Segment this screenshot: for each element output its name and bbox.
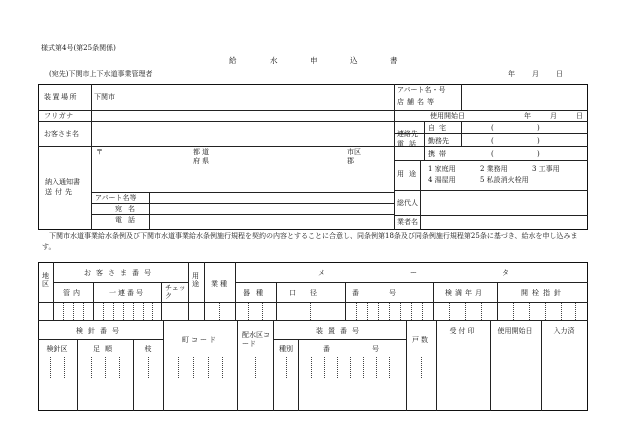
start-month: 月 [550, 112, 557, 120]
paren-close: ) [537, 137, 540, 145]
representative-label: 総代人 [397, 199, 418, 207]
meter-char: タ [502, 269, 509, 277]
prefecture-top: 都道 [193, 148, 211, 156]
households-label: 戸数 [412, 336, 430, 344]
phone-label: 電話 [115, 216, 141, 224]
customer-name-field[interactable] [100, 128, 380, 140]
office-use-form [38, 262, 588, 411]
contact-phone-label: 電話 [397, 140, 421, 148]
business-name-label: 業者名 [397, 218, 418, 226]
paren-close: ) [537, 124, 540, 132]
agreement-text: 下関市水道事業給水条例及び下関市水道事業給水条例施行規程を契約の内容とすることに合意し、同条例第18条及び同条例施行規程第25条に基づき、給水を申し込みます。 [42, 232, 578, 251]
store-name-label: 店舗名等 [397, 98, 437, 106]
branch-label: 枝 [144, 345, 152, 353]
header-month: 月 [532, 70, 539, 78]
reading-district-label: 検針区 [46, 345, 68, 353]
home-label: 自宅 [428, 124, 450, 132]
receipt-stamp-label: 受付印 [449, 327, 477, 335]
furigana-field[interactable] [100, 112, 380, 121]
entry-done-label: 入力済 [553, 327, 575, 335]
city-bottom: 郡 [347, 157, 354, 165]
customer-name-label: お客さま名 [44, 130, 79, 138]
title-char: 申 [310, 56, 318, 65]
inspection-expiry-label: 検満年月 [445, 289, 485, 297]
title-char: 書 [390, 56, 398, 65]
apartment-name-field[interactable] [466, 93, 584, 107]
device-go-label: 号 [372, 345, 379, 353]
usage-option[interactable]: 3 工事用 [532, 165, 560, 173]
kind-label: 種別 [279, 345, 293, 353]
usage-option[interactable]: 5 私設消火栓用 [480, 176, 529, 184]
paren-close: ) [537, 150, 540, 158]
industry-label: 業種 [211, 280, 229, 288]
title-char: 給 [229, 56, 237, 65]
work-label: 勤務先 [428, 137, 449, 145]
usage-option[interactable]: 1 家庭用 [428, 165, 456, 173]
start-date-label: 使用開始日 [497, 327, 533, 335]
header-day: 日 [556, 70, 563, 78]
postal-mark: 〒 [96, 148, 103, 156]
usage-label: 用途 [397, 170, 421, 178]
foot-order-label: 足順 [93, 345, 117, 353]
start-day: 日 [576, 112, 583, 120]
install-location-label: 装置場所 [44, 93, 78, 101]
paren-open: ( [491, 150, 494, 158]
apartment-name-label: アパート名・号 [397, 86, 446, 94]
usage-option[interactable]: 2 業務用 [480, 165, 508, 173]
water-district-code-label: 配水区コード [242, 331, 270, 348]
device-number-label: 装置番号 [316, 327, 364, 335]
title-char: 水 [270, 56, 278, 65]
mobile-label: 携帯 [428, 150, 450, 158]
city-top: 市区 [347, 148, 361, 156]
meter-char: メ [318, 269, 325, 277]
start-year: 年 [524, 112, 531, 120]
meter-char: ー [410, 269, 417, 277]
notice-label: 納入通知書 [45, 178, 80, 186]
contact-label: 連絡先 [397, 130, 418, 138]
opening-reading-label: 開栓指針 [521, 289, 565, 297]
furigana-label: フリガナ [44, 112, 74, 120]
header-year: 年 [508, 70, 515, 78]
meter-number-label: 番号 [352, 289, 426, 297]
device-type-label: 器種 [243, 289, 269, 297]
prefecture-bottom: 府県 [193, 157, 211, 165]
paren-open: ( [491, 137, 494, 145]
addressee: (宛先)下関市上下水道事業管理者 [49, 70, 153, 78]
customer-number-label: お客さま番号 [84, 269, 156, 277]
form-number: 様式第4号(第25条関係) [41, 44, 116, 52]
town-code-label: 町コード [182, 336, 218, 344]
usage-option[interactable]: 4 湯屋用 [428, 176, 456, 184]
notice-send-label: 送付先 [45, 188, 75, 196]
use-label: 用途 [192, 272, 199, 288]
apartment-label: アパート名等 [95, 194, 137, 202]
device-no-label: 番 [323, 345, 330, 353]
install-location-value[interactable]: 下関市 [94, 93, 115, 101]
jurisdiction-label: 管内 [63, 289, 83, 297]
start-date-label: 使用開始日 [430, 112, 465, 120]
district-label: 地区 [42, 272, 49, 288]
caliber-label: 口径 [289, 289, 331, 297]
addressee-label: 宛名 [115, 205, 141, 213]
serial-number-label: 一連番号 [109, 289, 145, 297]
check-label: チェック [165, 284, 186, 300]
reading-number-label: 検針番号 [76, 327, 124, 335]
paren-open: ( [491, 124, 494, 132]
title-char: 込 [350, 56, 358, 65]
